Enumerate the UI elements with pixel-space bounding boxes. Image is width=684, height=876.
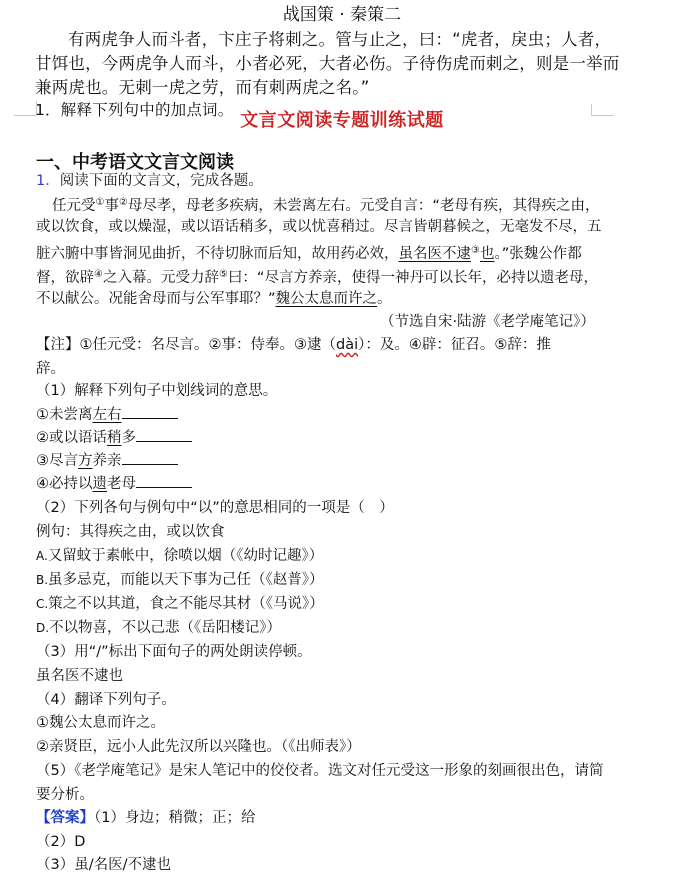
q2-example: 例句：其得疾之由，或以饮食 (36, 524, 225, 540)
q3-prompt: （3）用“/”标出下面句子的两处朗读停顿。 (36, 644, 312, 660)
excerpt-line: 甘饵也，今两虎争人而斗，小者必死，大者必伤。子待伤虎而刺之，则是一举而 (35, 54, 620, 73)
answer-line-1: 【答案】（1）身边；稍微；正；给 (36, 810, 256, 826)
q2-option-a: A.又留蚊于素帐中，徐喷以烟（《幼时记趣》） (36, 548, 324, 564)
footnote-marker: ③ (471, 245, 480, 256)
question-intro: 1．阅读下面的文言文，完成各题。 (36, 173, 263, 189)
question-number: 1． (36, 173, 60, 189)
answer-line-2: （2）D (36, 834, 86, 850)
passage-line-1: 任元受①事②母尽孝，母老多疾病，未尝离左右。元受自言：“老母有疾，其得疾之由， (52, 197, 600, 214)
footnote-marker: ④ (94, 269, 103, 280)
document-title: 文言文阅读专题训练试题 (240, 110, 444, 131)
q5-prompt-cont: 要分析。 (36, 787, 94, 803)
q2-option-d: D.不以物喜，不以己悲（《岳阳楼记》） (36, 620, 282, 636)
answer-blank[interactable] (136, 473, 192, 488)
footnote-marker: ② (118, 197, 128, 208)
pinyin: dài (336, 337, 359, 353)
underlined-phrase: 虽名医不逮 (398, 246, 471, 262)
notes-line-1: 【注】①任元受：名尽言。②事：侍奉。③逮（dài）：及。④辟：征召。⑤辞：推 (36, 337, 551, 353)
q4-item: ②亲贤臣，远小人此先汉所以兴隆也。（《出师表》） (36, 739, 361, 755)
q1-prompt: （1）解释下列句子中划线词的意思。 (36, 383, 278, 399)
q2-option-b: B.虽多忌克，而能以天下事为己任（《赵普》） (36, 572, 324, 588)
q1-item: ④必持以遗老母 (36, 473, 192, 495)
passage-line-5: 不以献公。况能舍母而与公军事耶？”魏公太息而许之。 (36, 291, 392, 307)
passage-line-3: 脏六腑中事皆洞见曲折，不待切脉而后知，故用药必效，虽名医不逮③也。”张魏公作都 (36, 245, 582, 262)
excerpt-line: 有两虎争人而斗者，卞庄子将刺之。管与止之，曰：“虎者，戾虫；人者， (68, 30, 612, 49)
answer-blank[interactable] (122, 404, 178, 419)
answer-line-3: （3）虽/名医/不逮也 (36, 857, 171, 873)
notes-line-2: 辞。 (36, 361, 65, 377)
answer-blank[interactable] (136, 427, 192, 442)
q2-prompt: （2）下列各句与例句中“以”的意思相同的一项是（ ） (36, 500, 394, 516)
q1-item: ①未尝离左右 (36, 404, 178, 426)
section-heading: 一、中考语文文言文阅读 (36, 152, 234, 173)
footnote-marker: ① (95, 197, 105, 208)
passage-line-4: 督，欲辟④之入幕。元受力辞⑤曰：“尽言方养亲，使得一神丹可以长年，必持以遗老母， (36, 269, 598, 286)
answer-blank[interactable] (122, 450, 178, 465)
q4-prompt: （4）翻译下列句子。 (36, 692, 176, 708)
q1-item: ②或以语话稍多 (36, 427, 192, 449)
footnote-marker: ⑤ (218, 269, 228, 280)
underlined-phrase: 魏公太息而许之 (275, 291, 378, 307)
q5-prompt: （5）《老学庵笔记》是宋人笔记中的佼佼者。选文对任元受这一形象的刻画很出色，请简 (36, 763, 604, 779)
excerpt-line: 兼两虎也。无刺一虎之劳，而有刺两虎之名。” (35, 78, 370, 97)
q3-sentence: 虽名医不逮也 (36, 668, 123, 684)
q2-option-c: C.策之不以其道，食之不能尽其材（《马说》） (36, 596, 324, 612)
excerpt-title: 战国策 · 秦策二 (282, 5, 402, 25)
passage-source: （节选自宋·陆游《老学庵笔记》） (380, 314, 595, 330)
passage-line-2: 或以饮食，或以燥湿，或以语话稍多，或以忧喜稍过。尽言皆朝暮候之，无毫发不尽，五 (36, 219, 602, 235)
q4-item: ①魏公太息而许之。 (36, 715, 165, 731)
answer-tag: 【答案】 (36, 810, 94, 826)
q1-item: ③尽言方养亲 (36, 450, 178, 472)
excerpt-question: 1．解释下列句中的加点词。 (35, 101, 234, 119)
